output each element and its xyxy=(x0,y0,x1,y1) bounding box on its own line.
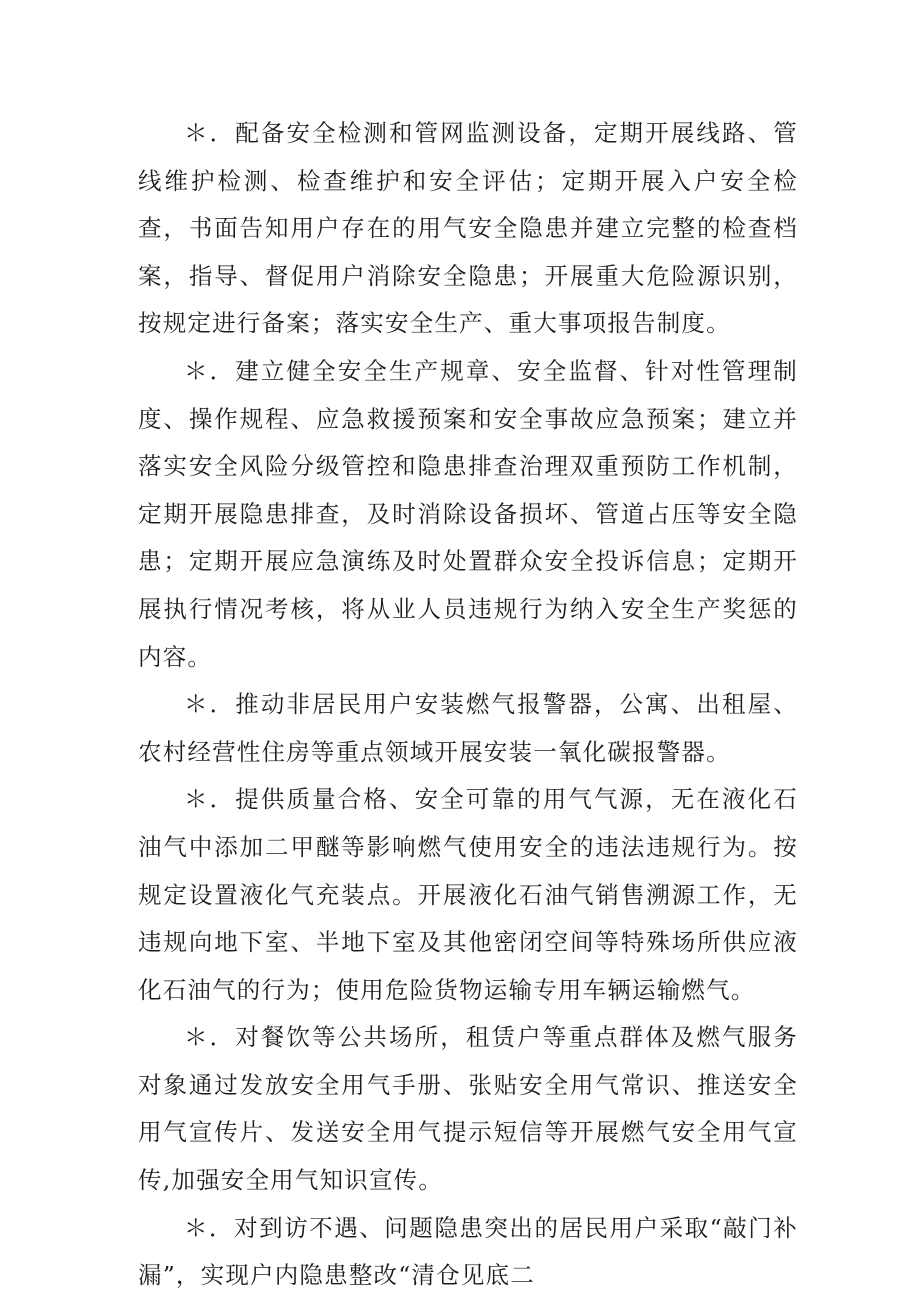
paragraph-1: ＊．配备安全检测和管网监测设备，定期开展线路、管线维护检测、检查维护和安全评估；定期开展入户安全检查，书面告知用户存在的用气安全隐患并建立完整的检查档案，指导、督促用户消除安全隐患；开展重大危险源识别，按规定进行备案；落实安全生产、重大事项报告制度。 xyxy=(138,119,798,338)
paragraph-5: ＊．对餐饮等公共场所，租赁户等重点群体及燃气服务对象通过发放安全用气手册、张贴安全用气常识、推送安全用气宣传片、发送安全用气提示短信等开展燃气安全用气宣传,加强安全用气知识宣传。 xyxy=(138,1023,798,1195)
document-body xyxy=(138,110,798,1300)
paragraph-4: ＊．提供质量合格、安全可靠的用气气源，无在液化石油气中添加二甲醚等影响燃气使用安全的违法违规行为。按规定设置液化气充装点。开展液化石油气销售溯源工作，无违规向地下室、半地下室及其他密闭空间等特殊场所供应液化石油气的行为；使用危险货物运输专用车辆运输燃气。 xyxy=(138,785,798,1004)
paragraph-3: ＊．推动非居民用户安装燃气报警器，公寓、出租屋、农村经营性住房等重点领域开展安装一氧化碳报警器。 xyxy=(138,690,798,766)
paragraph-6: ＊．对到访不遇、问题隐患突出的居民用户采取“敲门补漏”，实现户内隐患整改“清仓见底二 xyxy=(138,1213,798,1290)
paragraph-2: ＊．建立健全安全生产规章、安全监督、针对性管理制度、操作规程、应急救援预案和安全事故应急预案；建立并落实安全风险分级管控和隐患排查治理双重预防工作机制，定期开展隐患排查，及时消除设备损坏、管道占压等安全隐患；定期开展应急演练及时处置群众安全投诉信息；定期开展执行情况考核，将从业人员违规行为纳入安全生产奖惩的内容。 xyxy=(138,356,798,671)
